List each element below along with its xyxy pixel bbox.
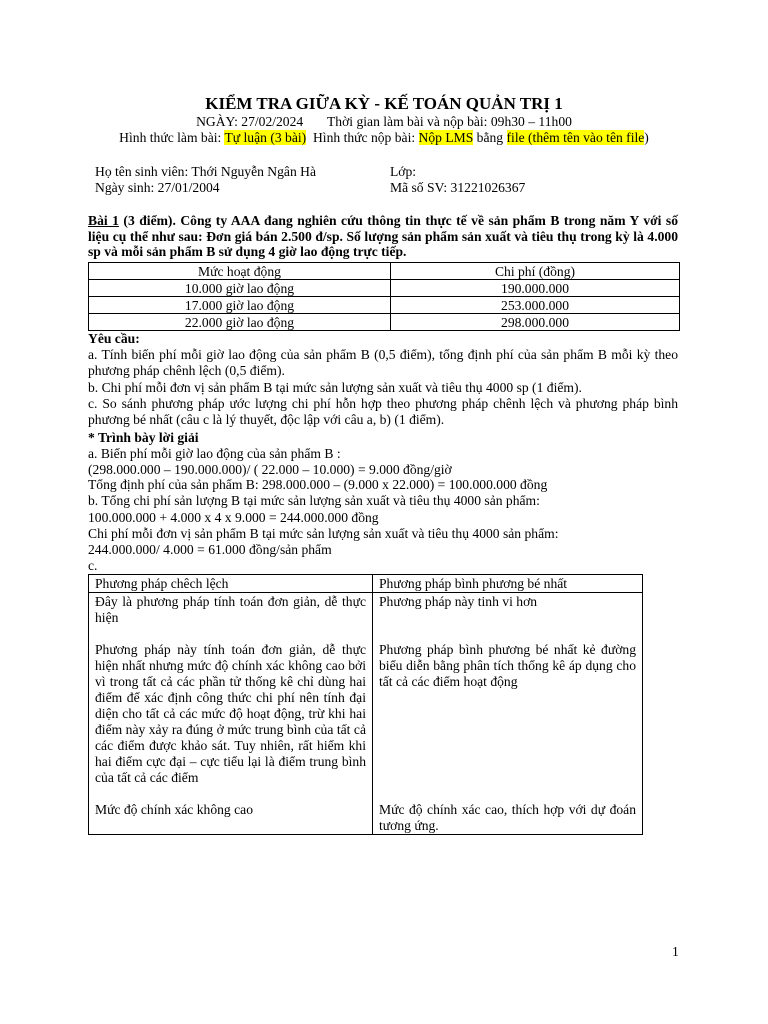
solution-line: 244.000.000/ 4.000 = 61.000 đồng/sản phẩm xyxy=(88,542,332,557)
cost-table xyxy=(88,262,680,331)
table-cell: 298.000.000 xyxy=(391,314,680,331)
requirement-b: b. Chi phí mỗi đơn vị sản phẩm B tại mức sản lượng sản xuất và tiêu thụ 4000 sp (1 điểm). xyxy=(88,380,582,395)
table-header-row xyxy=(89,263,680,280)
comparison-point: Đây là phương pháp tính toán đơn giản, dễ thực hiện xyxy=(95,594,366,625)
comparison-point: Phương pháp này tính toán đơn giản, dễ thực hiện nhất nhưng mức độ chính xác không cao bởi vì trong tất cả các phần tử thống kê chỉ dùng hai điểm để xác định công thức chi phí nên tính đại diện cho tất cả các mức độ hoạt động, trừ khi hai điểm này xảy ra đúng ở mức trung bình của tất cả các điểm được khảo sát. Tuy nhiên, rất hiếm khi hai điểm cực đại – cực tiểu lại là điểm trung bình của tất cả các điểm xyxy=(95,642,366,785)
table-header-cell: Chi phí (đồng) xyxy=(391,263,680,280)
solution-line: Tổng định phí của sản phẩm B: 298.000.000 – (9.000 x 22.000) = 100.000.000 đồng xyxy=(88,477,548,492)
page-number: 1 xyxy=(672,944,679,959)
student-name: Họ tên sinh viên: Thới Nguyễn Ngân Hà xyxy=(95,164,317,179)
solution-line: c. xyxy=(88,558,98,573)
exam-time: Thời gian làm bài và nộp bài: 09h30 – 11h00 xyxy=(327,114,572,129)
date-time-line xyxy=(0,114,768,130)
table-header-cell: Mức hoạt động xyxy=(89,263,391,280)
problem-text: (3 điểm). Công ty AAA đang nghiên cứu thông tin thực tế về sản phẩm B trong năm Y với số liệu cụ thể như sau: Đơn giá bán 2.500 đ/sp. Số lượng sản phẩm sản xuất và tiêu thụ trong kỳ là 4.000 sp và mỗi sản phẩm B sử dụng 4 giờ lao động trực tiếp. xyxy=(88,213,678,260)
comparison-point: Mức độ chính xác cao, thích hợp với dự đoán tương ứng. xyxy=(379,802,636,833)
comparison-point: Phương pháp này tinh vi hơn xyxy=(379,594,538,609)
table-row xyxy=(89,593,643,835)
table-cell: 253.000.000 xyxy=(391,297,680,314)
submit-prefix: Hình thức nộp bài: xyxy=(312,130,419,145)
table-row xyxy=(89,280,680,297)
requirements-heading: Yêu cầu: xyxy=(88,331,140,346)
submit-file: file (thêm tên vào tên file xyxy=(506,130,645,145)
submit-value: Nộp LMS xyxy=(418,130,474,145)
format-prefix: Hình thức làm bài: xyxy=(119,130,225,145)
table-header-cell: Phương pháp bình phương bé nhất xyxy=(373,575,643,593)
student-dob: Ngày sinh: 27/01/2004 xyxy=(95,180,220,195)
comparison-table xyxy=(88,574,643,835)
table-cell: 10.000 giờ lao động xyxy=(89,280,391,297)
submit-end: ) xyxy=(644,130,649,145)
page-title: KIỂM TRA GIỮA KỲ - KẾ TOÁN QUẢN TRỊ 1 xyxy=(205,94,563,113)
comparison-point: Mức độ chính xác không cao xyxy=(95,802,253,817)
solution-line: 100.000.000 + 4.000 x 4 x 9.000 = 244.000.000 đồng xyxy=(88,510,379,525)
table-cell xyxy=(373,593,643,835)
student-id: Mã số SV: 31221026367 xyxy=(390,180,526,195)
comparison-point: Phương pháp bình phương bé nhất kẻ đường biểu diễn bằng phân tích thống kê áp dụng cho tất cả các điểm hoạt động xyxy=(379,642,636,689)
table-cell xyxy=(89,593,373,835)
table-cell: 17.000 giờ lao động xyxy=(89,297,391,314)
exam-date: NGÀY: 27/02/2024 xyxy=(196,114,304,129)
format-line xyxy=(0,130,768,146)
problem-label: Bài 1 xyxy=(88,213,119,228)
solution-line: a. Biến phí mỗi giờ lao động của sản phẩm B : xyxy=(88,446,341,461)
table-cell: 190.000.000 xyxy=(391,280,680,297)
format-value: Tự luận (3 bài) xyxy=(224,130,307,145)
table-header-cell: Phương pháp chêch lệch xyxy=(89,575,373,593)
student-class: Lớp: xyxy=(390,164,417,179)
table-header-row xyxy=(89,575,643,593)
problem-statement xyxy=(88,213,678,260)
table-row xyxy=(89,297,680,314)
table-row xyxy=(89,314,680,331)
submit-mid: bằng xyxy=(473,130,507,145)
solution-heading: * Trình bày lời giải xyxy=(88,430,199,445)
solution-line: (298.000.000 – 190.000.000)/ ( 22.000 – 10.000) = 9.000 đồng/giờ xyxy=(88,462,452,477)
table-cell: 22.000 giờ lao động xyxy=(89,314,391,331)
requirement-c: c. So sánh phương pháp ước lượng chi phí hỗn hợp theo phương pháp chênh lệch và phương pháp bình phương bé nhất (câu c là lý thuyết, độc lập với câu a, b) (1 điểm). xyxy=(88,396,678,427)
requirement-a: a. Tính biến phí mỗi giờ lao động của sản phẩm B (0,5 điểm), tổng định phí của sản phẩm B mỗi kỳ theo phương pháp chênh lệch (0,5 điểm). xyxy=(88,347,678,378)
solution-line: Chi phí mỗi đơn vị sản phẩm B tại mức sản lượng sản xuất và tiêu thụ 4000 sản phẩm: xyxy=(88,526,559,541)
solution-line: b. Tổng chi phí sản lượng B tại mức sản lượng sản xuất và tiêu thụ 4000 sản phẩm: xyxy=(88,493,540,508)
